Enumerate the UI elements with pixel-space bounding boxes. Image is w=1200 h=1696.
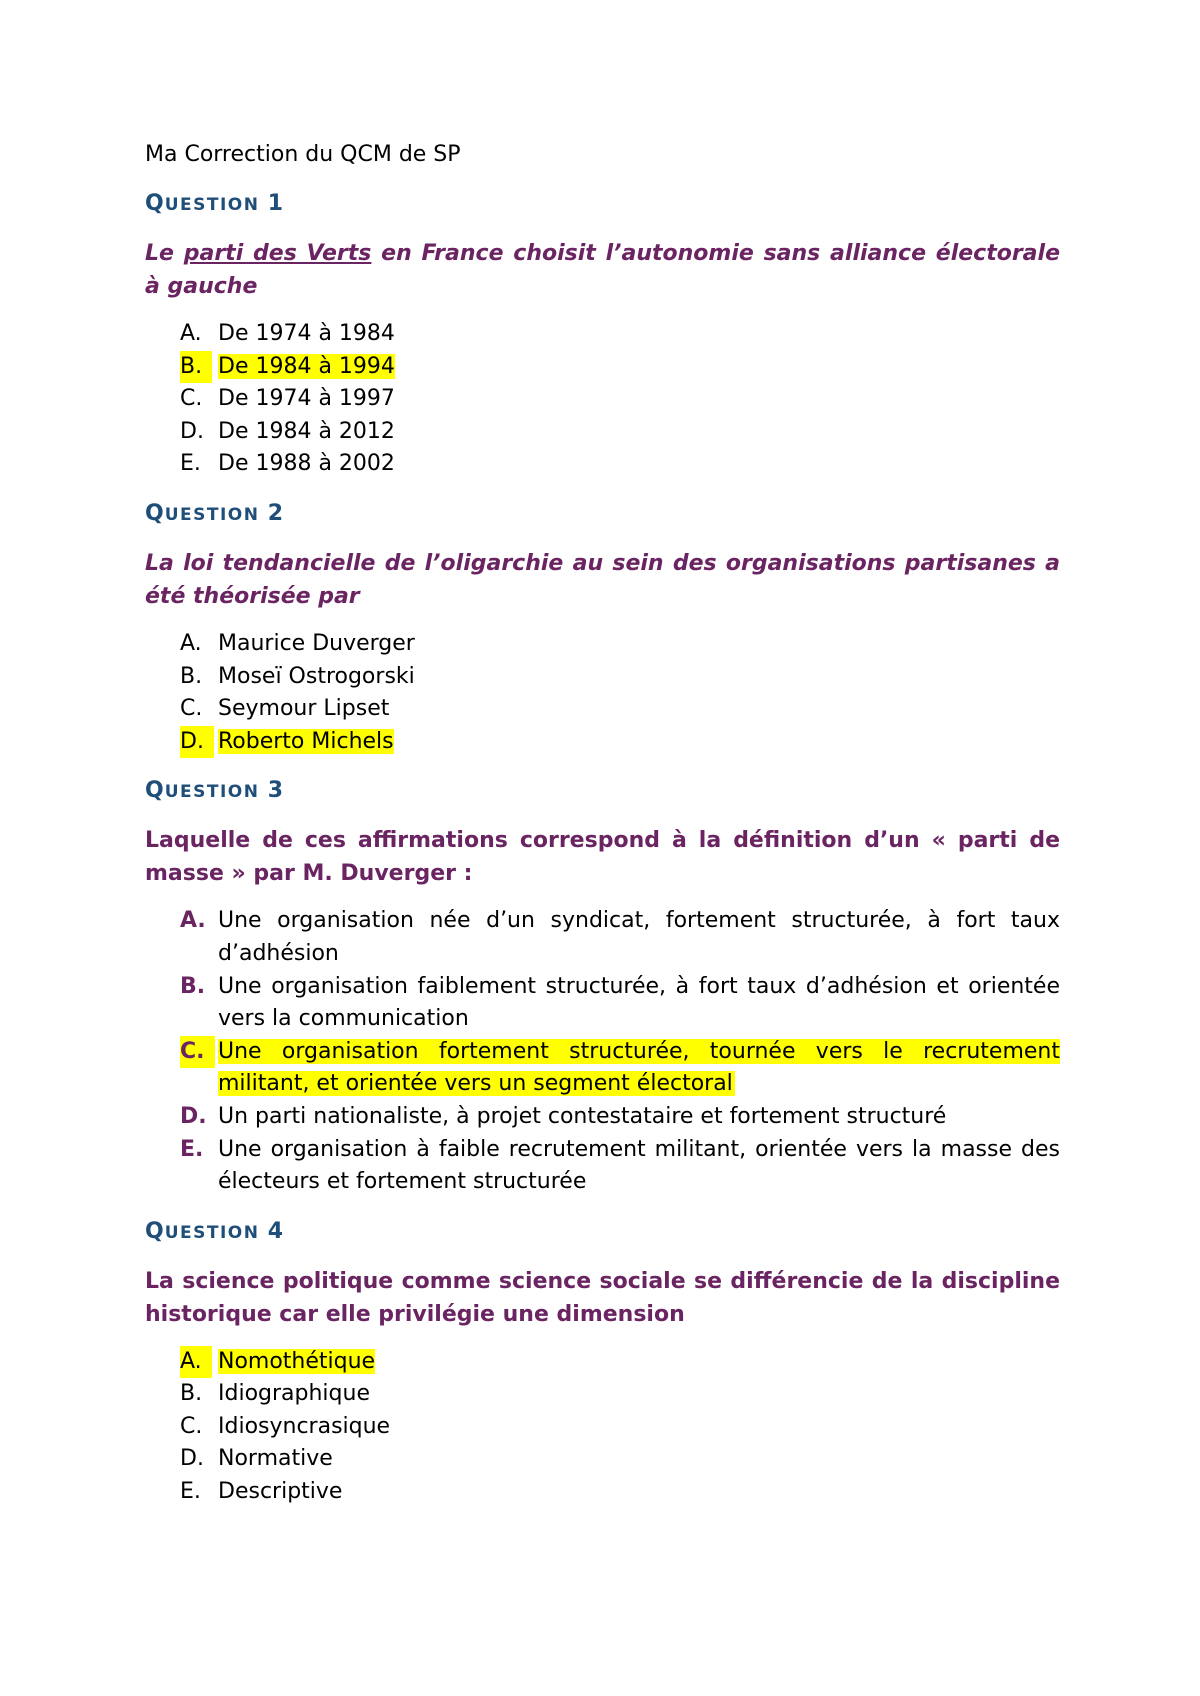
answer-text: Une organisation faiblement structurée, à fort taux d’adhésion et orientée vers la communication [218, 973, 1060, 1032]
question-3 [145, 775, 1060, 1198]
answer-item [145, 1378, 1060, 1411]
question-heading [145, 188, 1060, 220]
answer-letter: C. [180, 1413, 203, 1439]
heading-initial: Q [145, 778, 165, 804]
question-number: 3 [267, 778, 285, 804]
answer-letter: C. [180, 386, 203, 412]
answer-text-highlighted: De 1984 à 1994 [218, 353, 395, 379]
answer-item [145, 1134, 1060, 1199]
question-prompt [145, 237, 1060, 303]
answer-list [145, 318, 1060, 481]
answer-letter: B. [180, 973, 206, 999]
heading-rest: UESTION [164, 504, 260, 525]
prompt-underlined-text: parti des Verts [183, 241, 372, 266]
prompt-text: en France choisit l’autonomie sans alliance électorale à gauche [145, 241, 1060, 299]
question-prompt: Laquelle de ces affirmations correspond à la définition d’un « parti de masse » par M. Duverger : [145, 828, 1060, 887]
answer-text-highlighted: Roberto Michels [218, 728, 394, 754]
answer-item [145, 661, 1060, 694]
question-heading [145, 498, 1060, 530]
question-4 [145, 1216, 1060, 1509]
question-heading [145, 1216, 1060, 1248]
answer-list [145, 628, 1060, 758]
answer-text: Un parti nationaliste, à projet contestataire et fortement structuré [218, 1103, 947, 1129]
answer-item [145, 1411, 1060, 1444]
answer-item [145, 416, 1060, 449]
question-prompt: La loi tendancielle de l’oligarchie au sein des organisations partisanes a été théorisée par [145, 550, 1060, 609]
heading-rest: UESTION [164, 195, 260, 215]
answer-item [145, 383, 1060, 416]
question-number: 4 [267, 1218, 285, 1244]
answer-item [145, 318, 1060, 351]
heading-initial: Q [145, 191, 165, 216]
question-number: 1 [267, 191, 285, 216]
heading-initial: Q [145, 500, 165, 526]
answer-item [145, 971, 1060, 1036]
answer-letter: D. [180, 726, 214, 759]
answer-list [145, 1346, 1060, 1509]
answer-letter: C. [180, 1036, 215, 1069]
question-1 [145, 188, 1060, 481]
answer-letter: D. [180, 1446, 204, 1472]
answer-item [145, 1476, 1060, 1509]
answer-text: Descriptive [218, 1479, 343, 1505]
answer-letter: D. [180, 1103, 207, 1129]
answer-list [145, 905, 1060, 1198]
question-2 [145, 498, 1060, 758]
answer-item [145, 693, 1060, 726]
answer-text: De 1984 à 2012 [218, 418, 395, 444]
answer-text: Idiographique [218, 1381, 370, 1407]
answer-letter: B. [180, 663, 203, 689]
answer-text: De 1988 à 2002 [218, 451, 395, 477]
answer-text: Idiosyncrasique [218, 1413, 391, 1439]
answer-text: Moseï Ostrogorski [218, 663, 415, 689]
answer-item [145, 448, 1060, 481]
answer-text: Une organisation née d’un syndicat, fortement structurée, à fort taux d’adhésion [218, 908, 1060, 966]
answer-letter: A. [180, 630, 202, 656]
answer-letter: D. [180, 418, 204, 444]
answer-letter: C. [180, 696, 203, 722]
question-heading [145, 775, 1060, 807]
question-number: 2 [267, 500, 285, 526]
document-page [145, 140, 1060, 1526]
heading-rest: UESTION [164, 1222, 260, 1243]
question-prompt: La science politique comme science sociale se différencie de la discipline historique car elle privilégie une dimension [145, 1268, 1060, 1327]
answer-text-highlighted: Une organisation fortement structurée, tournée vers le recrutement militant, et orientée vers un segment électoral [218, 1038, 1060, 1097]
answer-text: De 1974 à 1984 [218, 321, 395, 346]
answer-text: De 1974 à 1997 [218, 386, 395, 412]
answer-letter: A. [180, 321, 202, 346]
answer-item [145, 628, 1060, 661]
answer-letter: E. [180, 1136, 204, 1162]
answer-text-highlighted: Nomothétique [218, 1348, 376, 1374]
answer-text: Normative [218, 1446, 333, 1472]
answer-item [145, 1101, 1060, 1134]
answer-letter: E. [180, 1479, 201, 1505]
heading-rest: UESTION [164, 782, 260, 803]
answer-item [145, 1443, 1060, 1476]
answer-letter: E. [180, 451, 201, 477]
answer-letter: A. [180, 1346, 212, 1379]
prompt-text: Le [145, 241, 184, 266]
answer-item-correct [145, 1346, 1060, 1379]
answer-item [145, 905, 1060, 970]
answer-text: Une organisation à faible recrutement militant, orientée vers la masse des électeurs et fortement structurée [218, 1136, 1060, 1195]
answer-item-correct [145, 351, 1060, 384]
answer-letter: B. [180, 1381, 203, 1407]
answer-text: Maurice Duverger [218, 630, 415, 656]
answer-text: Seymour Lipset [218, 696, 390, 722]
answer-letter: B. [180, 351, 212, 384]
answer-item-correct [145, 726, 1060, 759]
answer-letter: A. [180, 908, 206, 934]
answer-item-correct [145, 1036, 1060, 1101]
document-title: Ma Correction du QCM de SP [145, 142, 461, 167]
heading-initial: Q [145, 1218, 165, 1244]
